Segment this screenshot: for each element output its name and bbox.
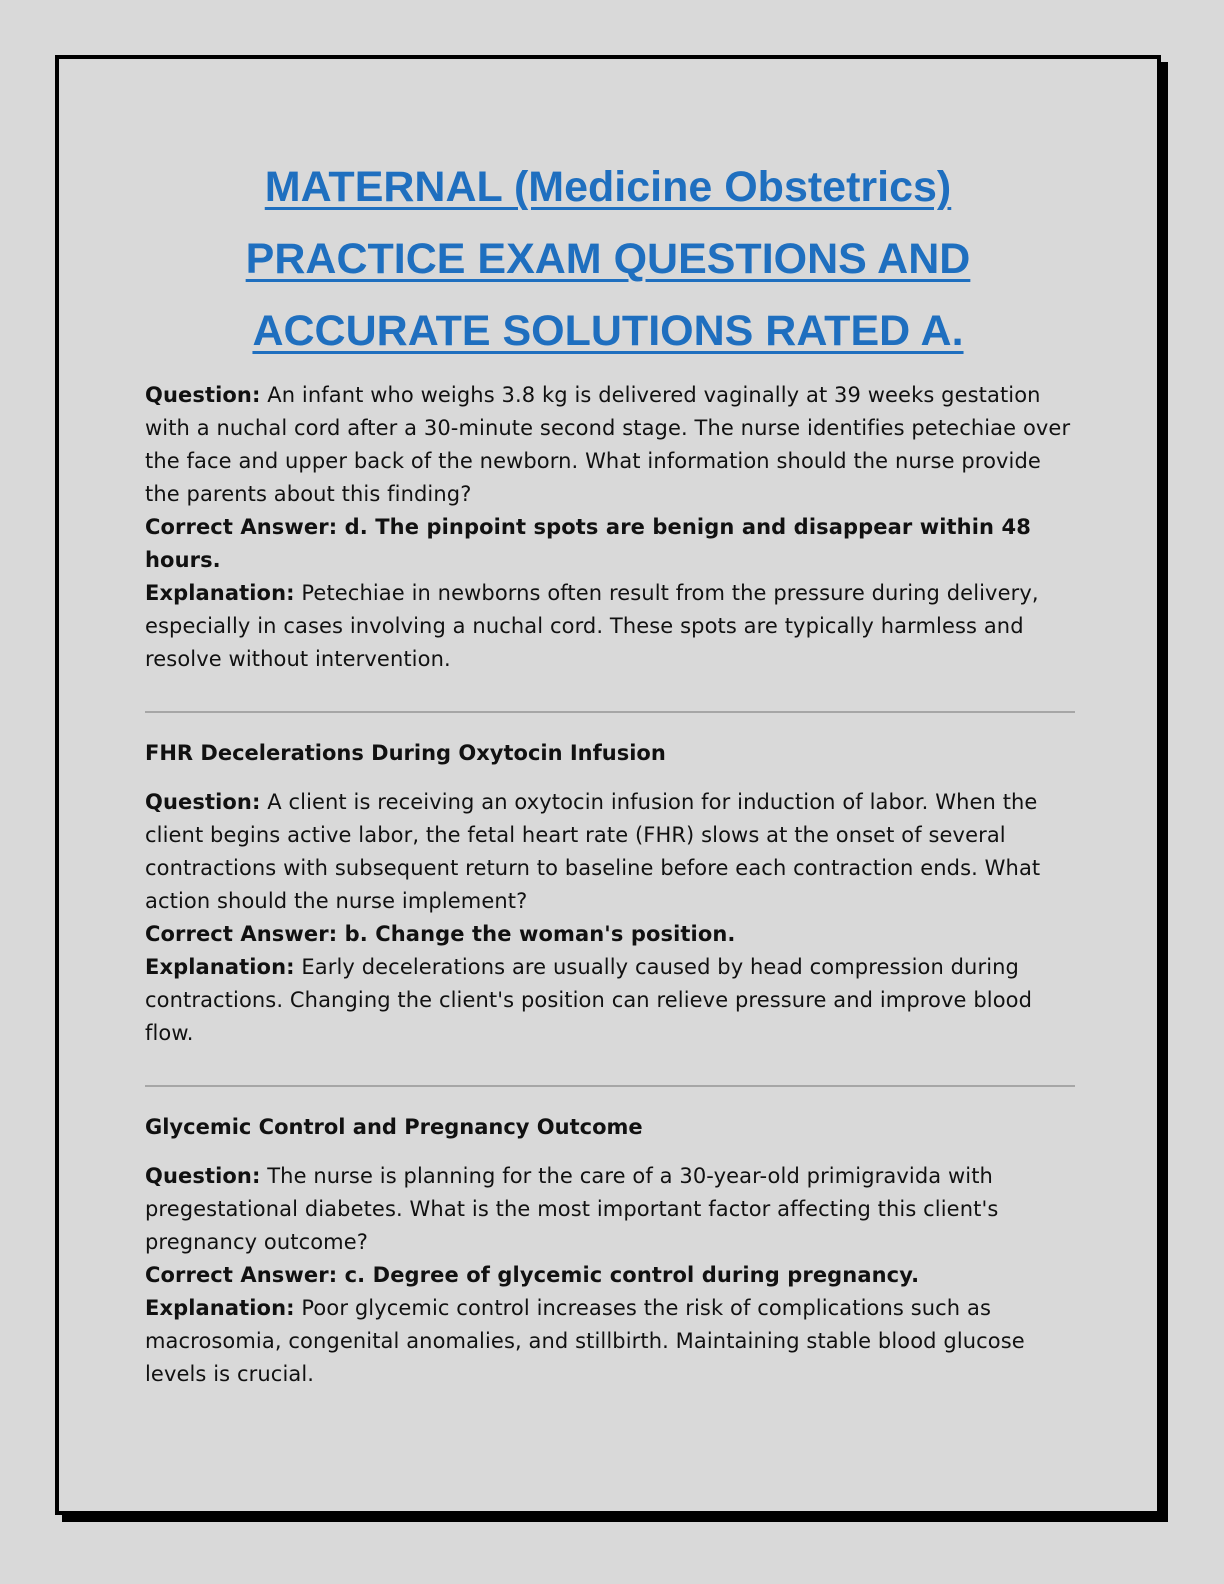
section-divider [145,711,1075,713]
question-text: A client is receiving an oxytocin infusion for induction of labor. When the client begins active labor, the fetal heart rate (FHR) slows at the onset of several contractions with subsequent return to baseline before each contraction ends. What action should the nurse implement? [145,790,1041,913]
explanation-text: Petechiae in newborns often result from the pressure during delivery, especially in cases involving a nuchal cord. These spots are typically harmless and resolve without intervention. [145,581,1039,671]
document-title [59,151,1157,367]
explanation-paragraph [145,1292,1075,1391]
question-label: Question: [145,1164,261,1188]
answer-text: c. Degree of glycemic control during pregnancy. [344,1263,920,1287]
question-label: Question: [145,790,261,814]
answer-label: Correct Answer: [145,515,338,539]
section-heading: FHR Decelerations During Oxytocin Infusion [145,741,666,765]
explanation-paragraph [145,577,1075,676]
question-text: The nurse is planning for the care of a 30-year-old primigravida with pregestational diabetes. What is the most important factor affecting this client's pregnancy outcome? [145,1164,999,1254]
answer-text: d. The pinpoint spots are benign and disappear within 48 hours. [145,515,1031,572]
question-text: An infant who weighs 3.8 kg is delivered vaginally at 39 weeks gestation with a nuchal cord after a 30-minute second stage. The nurse identifies petechiae over the face and upper back of the newborn. What information should the nurse provide the parents about this finding? [145,383,1071,506]
document-body [145,379,1075,1391]
answer-text: b. Change the woman's position. [344,922,736,946]
question-label: Question: [145,383,261,407]
section-heading: Glycemic Control and Pregnancy Outcome [145,1115,643,1139]
page-frame [55,55,1161,1515]
qa-block-3 [145,1111,1075,1391]
explanation-text: Early decelerations are usually caused by head compression during contractions. Changing the client's position can relieve pressure and improve blood flow. [145,955,1033,1045]
explanation-label: Explanation: [145,955,295,979]
explanation-label: Explanation: [145,581,295,605]
explanation-paragraph [145,951,1075,1050]
answer-label: Correct Answer: [145,922,338,946]
title-line-2: PRACTICE EXAM QUESTIONS AND [245,235,971,283]
title-line-1: MATERNAL (Medicine Obstetrics) [264,163,952,211]
qa-block-1 [145,379,1075,676]
answer-paragraph [145,1259,1075,1292]
question-paragraph [145,379,1075,511]
section-divider [145,1085,1075,1087]
explanation-label: Explanation: [145,1296,295,1320]
answer-paragraph [145,511,1075,577]
answer-label: Correct Answer: [145,1263,338,1287]
qa-block-2 [145,737,1075,1050]
title-line-3: ACCURATE SOLUTIONS RATED A. [252,307,964,355]
question-paragraph [145,1160,1075,1259]
explanation-text: Poor glycemic control increases the risk of complications such as macrosomia, congenital anomalies, and stillbirth. Maintaining stable blood glucose levels is crucial. [145,1296,1025,1386]
answer-paragraph [145,918,1075,951]
question-paragraph [145,786,1075,918]
